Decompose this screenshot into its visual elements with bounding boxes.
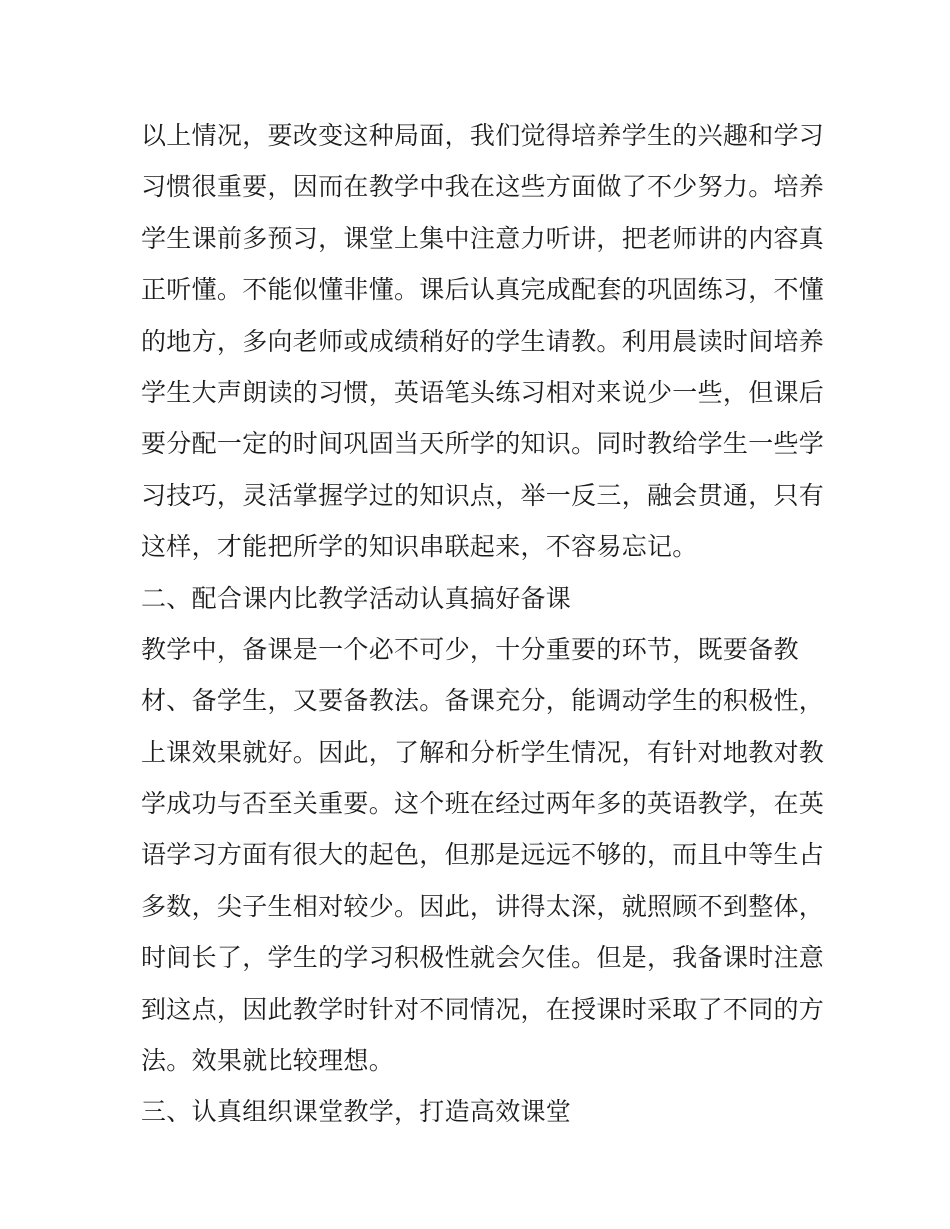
document-body bbox=[141, 110, 825, 1138]
text-line: 习惯很重要，因而在教学中我在这些方面做了不少努力。培养 bbox=[141, 172, 825, 202]
text-line: 学生大声朗读的习惯，英语笔头练习相对来说少一些，但课后 bbox=[141, 377, 825, 407]
text-line: 时间长了，学生的学习积极性就会欠佳。但是，我备课时注意 bbox=[141, 943, 825, 973]
text-line: 的地方，多向老师或成绩稍好的学生请教。利用晨读时间培养 bbox=[141, 326, 825, 356]
text-line: 多数，尖子生相对较少。因此，讲得太深，就照顾不到整体， bbox=[141, 891, 825, 921]
text-line: 语学习方面有很大的起色，但那是远远不够的，而且中等生占 bbox=[141, 840, 825, 870]
text-line: 习技巧，灵活掌握学过的知识点，举一反三，融会贯通，只有 bbox=[141, 480, 825, 510]
text-line: 到这点，因此教学时针对不同情况，在授课时采取了不同的方 bbox=[141, 994, 825, 1024]
text-line: 材、备学生，又要备教法。备课充分，能调动学生的积极性， bbox=[141, 686, 825, 716]
text-line: 法。效果就比较理想。 bbox=[141, 1046, 395, 1076]
text-line: 上课效果就好。因此，了解和分析学生情况，有针对地教对教 bbox=[141, 737, 825, 767]
section-heading: 二、配合课内比教学活动认真搞好备课 bbox=[141, 583, 572, 613]
section-heading: 三、认真组织课堂教学，打造高效课堂 bbox=[141, 1097, 572, 1127]
text-line: 这样，才能把所学的知识串联起来，不容易忘记。 bbox=[141, 532, 698, 562]
text-line: 要分配一定的时间巩固当天所学的知识。同时教给学生一些学 bbox=[141, 429, 825, 459]
text-line: 教学中，备课是一个必不可少，十分重要的环节，既要备教 bbox=[141, 634, 799, 664]
text-line: 学成功与否至关重要。这个班在经过两年多的英语教学，在英 bbox=[141, 789, 825, 819]
text-line: 正听懂。不能似懂非懂。课后认真完成配套的巩固练习，不懂 bbox=[141, 275, 825, 305]
text-line: 学生课前多预习，课堂上集中注意力听讲，把老师讲的内容真 bbox=[141, 223, 825, 253]
text-line: 以上情况，要改变这种局面，我们觉得培养学生的兴趣和学习 bbox=[141, 121, 825, 150]
